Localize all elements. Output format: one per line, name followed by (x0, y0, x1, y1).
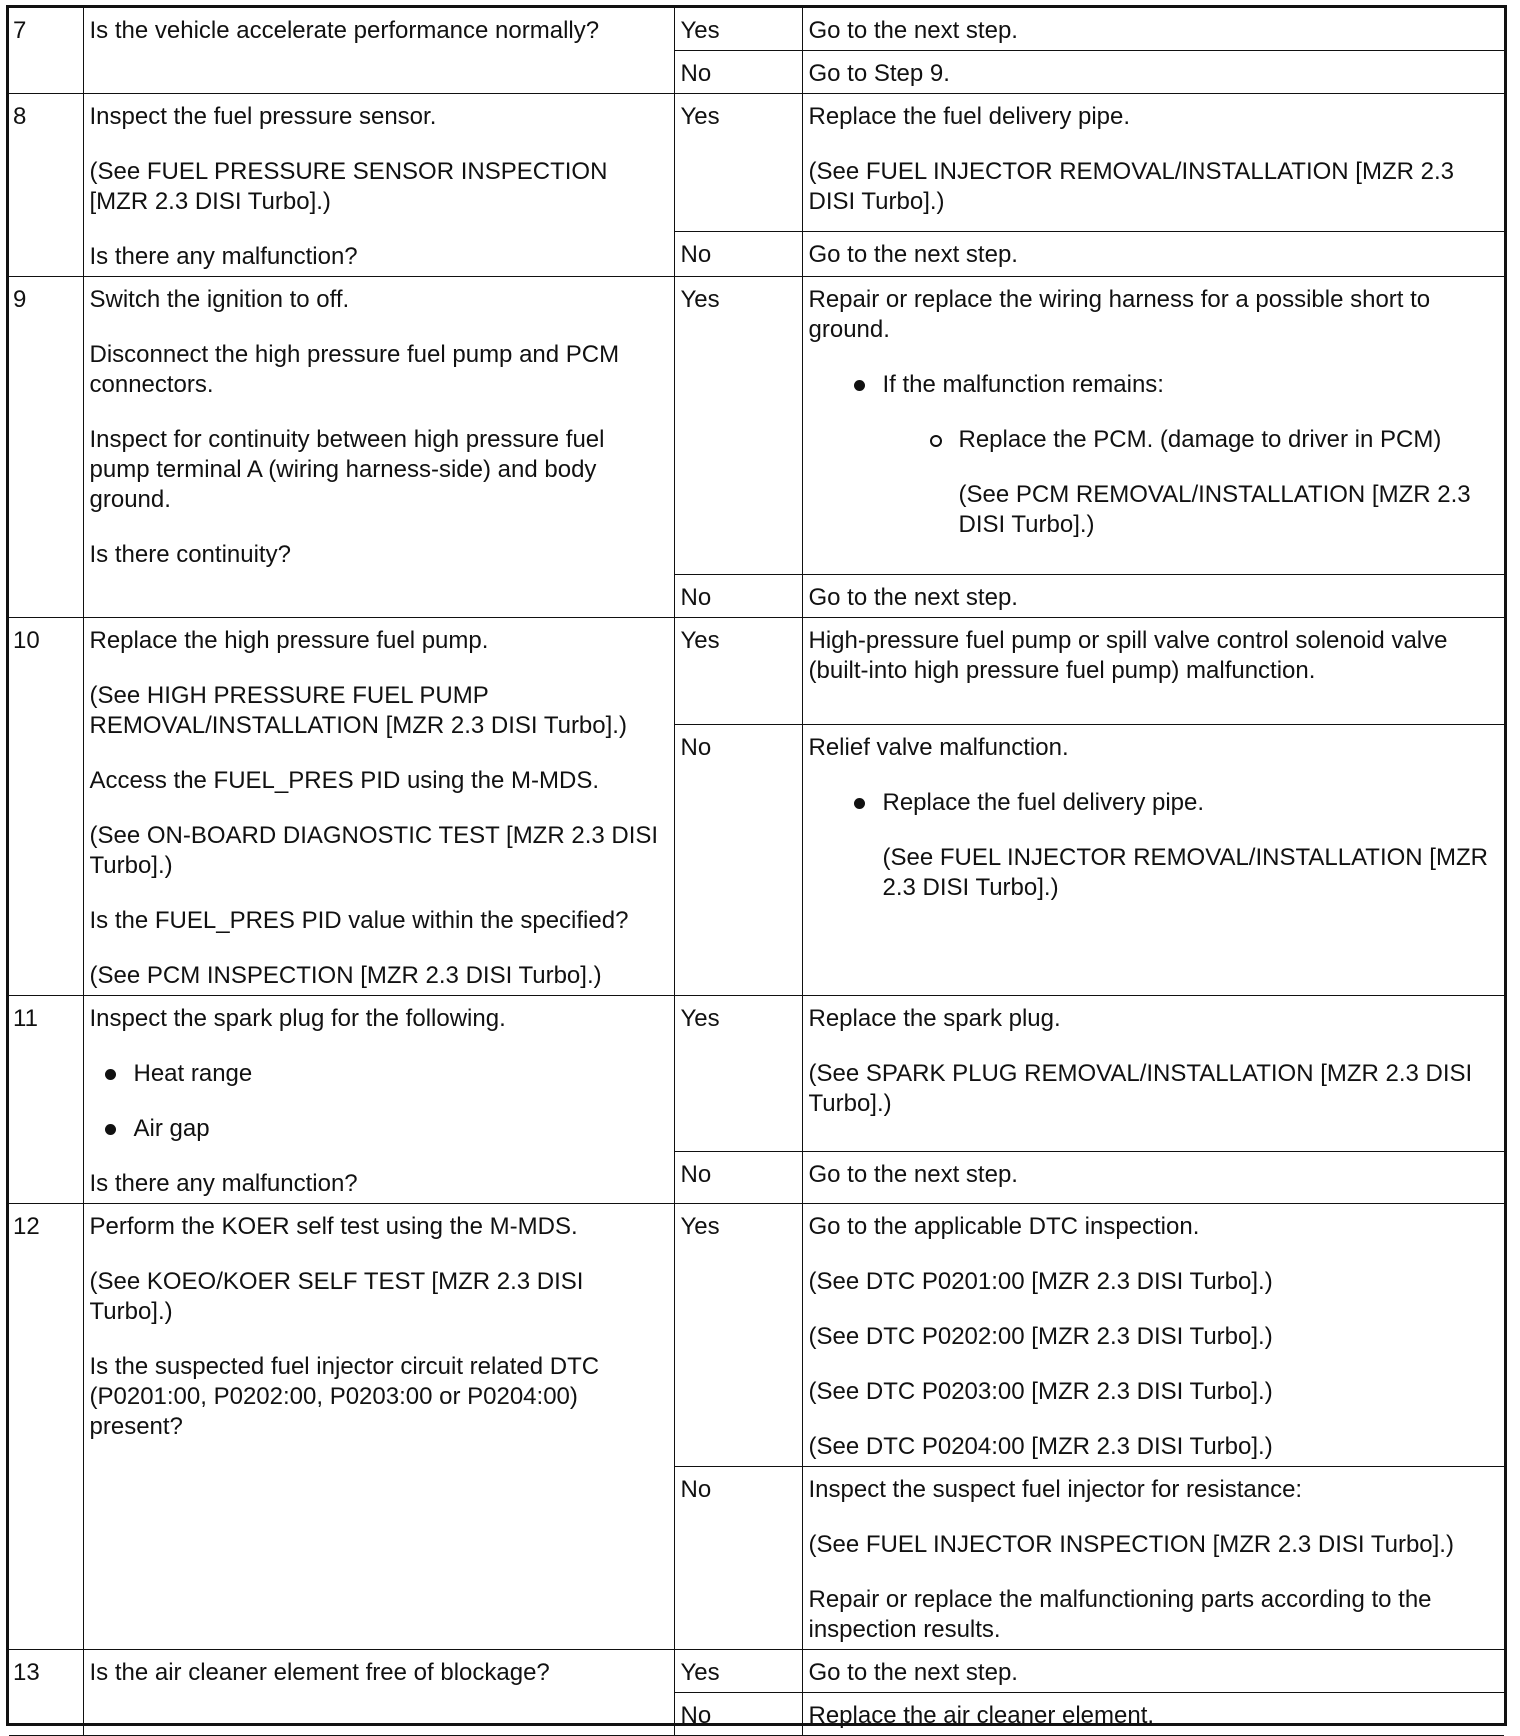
result-yes: Yes (674, 996, 802, 1152)
action-text: Repair or replace the wiring harness for a possible short to ground. (808, 286, 1431, 343)
inspection-cell (83, 996, 674, 1204)
inspection-bullet: Air gap (60, 1114, 668, 1144)
inspection-question: Is the air cleaner element free of blockage? (89, 1659, 550, 1686)
inspection-question: Is there any malfunction? (89, 1170, 358, 1197)
step-number: 9 (9, 277, 83, 618)
inspection-text: Perform the KOER self test using the M-MDS. (89, 1213, 578, 1240)
inspection-question: Is the suspected fuel injector circuit related DTC (P0201:00, P0202:00, P0203:00 or P0204:00) present? (89, 1353, 600, 1440)
result-yes: Yes (674, 8, 802, 51)
bullet-text: Replace the fuel delivery pipe. (882, 789, 1205, 817)
inspection-text: Inspect the spark plug for the following. (89, 1005, 506, 1032)
inspection-reference: (See PCM INSPECTION [MZR 2.3 DISI Turbo].) (89, 962, 602, 989)
result-no: No (674, 725, 802, 996)
inspection-cell (83, 94, 674, 277)
result-no: No (674, 232, 802, 277)
action-reference: (See DTC P0201:00 [MZR 2.3 DISI Turbo].) (808, 1268, 1273, 1295)
table-row-step-10 (9, 618, 1504, 725)
sub-bullet-reference: (See PCM REMOVAL/INSTALLATION [MZR 2.3 DISI Turbo].) (958, 481, 1471, 538)
action-reference: (See DTC P0202:00 [MZR 2.3 DISI Turbo].) (808, 1323, 1273, 1350)
action-text: Go to the next step. (808, 241, 1018, 268)
inspection-reference: (See ON-BOARD DIAGNOSTIC TEST [MZR 2.3 DISI Turbo].) (89, 822, 659, 879)
action-text: Repair or replace the malfunctioning parts according to the inspection results. (808, 1586, 1432, 1643)
inspection-text: Access the FUEL_PRES PID using the M-MDS. (89, 767, 600, 794)
inspection-cell (83, 618, 674, 996)
table-row-step-11 (9, 996, 1504, 1152)
action-cell-yes (802, 1204, 1504, 1467)
result-yes: Yes (674, 1204, 802, 1467)
action-text: Go to the next step. (808, 1659, 1018, 1686)
action-reference: (See FUEL INJECTOR INSPECTION [MZR 2.3 DISI Turbo].) (808, 1531, 1454, 1558)
step-number: 11 (9, 996, 83, 1204)
sub-bullet-text: Replace the PCM. (damage to driver in PCM) (958, 426, 1442, 453)
inspection-text: Is the vehicle accelerate performance normally? (89, 17, 600, 44)
action-text: Replace the spark plug. (808, 1005, 1061, 1032)
action-text: Go to the next step. (808, 584, 1018, 611)
result-yes: Yes (674, 1650, 802, 1693)
action-reference: (See DTC P0203:00 [MZR 2.3 DISI Turbo].) (808, 1378, 1273, 1405)
action-sub-bullet-list (883, 425, 1499, 540)
diagnostic-procedure-table (9, 8, 1504, 1736)
action-cell-no (802, 575, 1504, 618)
action-cell-no (802, 1151, 1504, 1203)
inspection-question: Is there continuity? (89, 541, 291, 568)
action-text: High-pressure fuel pump or spill valve control solenoid valve (built-into high pressure fuel pump) malfunction. (808, 627, 1448, 684)
result-no: No (674, 575, 802, 618)
action-text: Inspect the suspect fuel injector for resistance: (808, 1476, 1303, 1503)
inspection-bullet: Heat range (60, 1059, 668, 1089)
inspection-text: Replace the high pressure fuel pump. (89, 627, 489, 654)
action-reference: (See FUEL INJECTOR REMOVAL/INSTALLATION [MZR 2.3 DISI Turbo].) (808, 158, 1454, 215)
inspection-text: Switch the ignition to off. (89, 286, 350, 313)
table-row-step-9 (9, 277, 1504, 575)
inspection-question: Is the FUEL_PRES PID value within the specified? (89, 907, 629, 934)
action-bullet-list (809, 788, 1499, 903)
inspection-cell (83, 8, 674, 94)
action-cell-yes (802, 996, 1504, 1152)
action-cell-no (802, 725, 1504, 996)
step-number: 8 (9, 94, 83, 277)
action-cell-yes (802, 8, 1504, 51)
action-text: Relief valve malfunction. (808, 734, 1069, 762)
inspection-cell (83, 1204, 674, 1650)
table-row-step-7 (9, 8, 1504, 51)
step-number: 10 (9, 618, 83, 996)
action-cell-no (802, 1467, 1504, 1650)
action-reference: (See DTC P0204:00 [MZR 2.3 DISI Turbo].) (808, 1433, 1273, 1460)
inspection-cell (83, 1650, 674, 1736)
action-cell-no (802, 51, 1504, 94)
result-no: No (674, 1693, 802, 1736)
table-row-step-12 (9, 1204, 1504, 1467)
action-text: Replace the fuel delivery pipe. (808, 103, 1131, 130)
bullet-reference: (See FUEL INJECTOR REMOVAL/INSTALLATION [MZR 2.3 DISI Turbo].) (882, 844, 1488, 902)
bullet-text: If the malfunction remains: (882, 371, 1164, 398)
step-number: 13 (9, 1650, 83, 1736)
result-yes: Yes (674, 94, 802, 232)
action-bullet-list (809, 370, 1499, 540)
result-no: No (674, 1467, 802, 1650)
inspection-text: Inspect the fuel pressure sensor. (89, 103, 437, 130)
inspection-reference: (See HIGH PRESSURE FUEL PUMP REMOVAL/INSTALLATION [MZR 2.3 DISI Turbo].) (89, 682, 627, 739)
action-cell-yes (802, 618, 1504, 725)
inspection-bullet-list (60, 1059, 668, 1144)
inspection-question: Is there any malfunction? (89, 243, 358, 270)
action-bullet (809, 788, 1499, 903)
step-number: 7 (9, 8, 83, 94)
inspection-cell (83, 277, 674, 618)
table-row-step-13 (9, 1650, 1504, 1693)
action-reference: (See SPARK PLUG REMOVAL/INSTALLATION [MZR 2.3 DISI Turbo].) (808, 1060, 1473, 1117)
action-cell-no (802, 1693, 1504, 1736)
action-sub-bullet (883, 425, 1499, 540)
inspection-text: Inspect for continuity between high pressure fuel pump terminal A (wiring harness-side) and body ground. (89, 426, 605, 513)
result-yes: Yes (674, 277, 802, 575)
result-no: No (674, 1151, 802, 1203)
action-text: Go to the next step. (808, 1160, 1018, 1188)
result-no: No (674, 51, 802, 94)
inspection-reference: (See KOEO/KOER SELF TEST [MZR 2.3 DISI Turbo].) (89, 1268, 584, 1325)
action-bullet (809, 370, 1499, 540)
troubleshooting-table (6, 5, 1507, 1729)
action-cell-yes (802, 94, 1504, 232)
action-cell-no (802, 232, 1504, 277)
step-number: 12 (9, 1204, 83, 1650)
action-text: Go to the applicable DTC inspection. (808, 1213, 1200, 1240)
table-row-step-8 (9, 94, 1504, 232)
action-text: Replace the air cleaner element. (808, 1702, 1155, 1729)
action-text: Go to Step 9. (808, 60, 950, 87)
inspection-text: Disconnect the high pressure fuel pump and PCM connectors. (89, 341, 620, 398)
action-text: Go to the next step. (808, 17, 1018, 44)
result-yes: Yes (674, 618, 802, 725)
inspection-reference: (See FUEL PRESSURE SENSOR INSPECTION [MZR 2.3 DISI Turbo].) (89, 158, 608, 215)
action-cell-yes (802, 277, 1504, 575)
action-cell-yes (802, 1650, 1504, 1693)
